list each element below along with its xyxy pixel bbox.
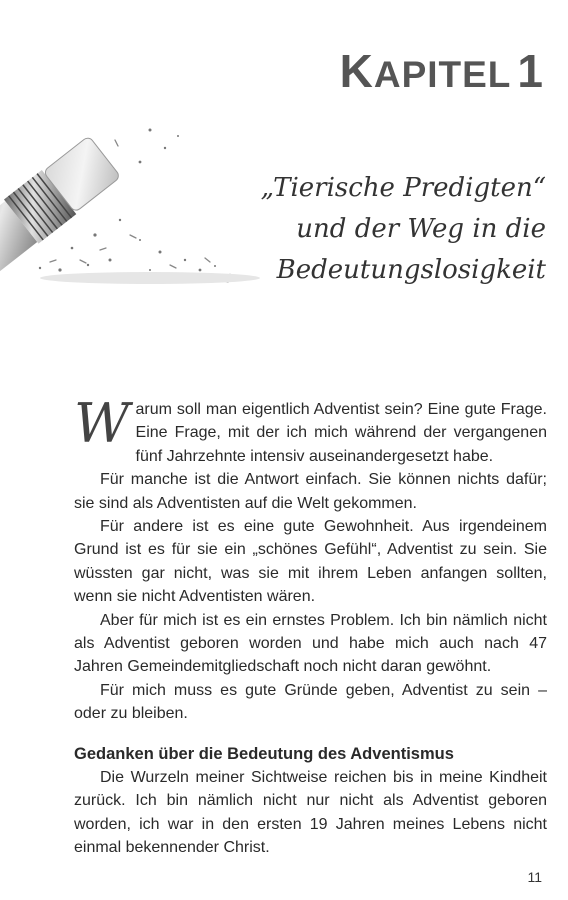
chapter-number: 1 bbox=[517, 45, 544, 97]
paragraph: Aber für mich ist es ein ernstes Problem. Ich bin nämlich nicht als Adventist geboren worden und habe mich auch nach 47 Jahren Gemeindemitgliedschaft noch nicht daran gewöhnt. bbox=[74, 611, 547, 676]
chapter-title-line: Bedeutungslosigkeit bbox=[276, 255, 546, 285]
chapter-first-letter: K bbox=[339, 45, 374, 97]
drop-cap: W bbox=[74, 392, 130, 455]
section-heading: Gedanken über die Bedeutung des Adventismus bbox=[74, 744, 454, 763]
paragraph: Für mich muss es gute Gründe geben, Adventist zu sein – oder zu bleiben. bbox=[74, 681, 547, 723]
chapter-heading bbox=[340, 44, 544, 98]
chapter-title bbox=[216, 168, 546, 291]
page-number: 11 bbox=[527, 869, 542, 885]
paragraph-text: arum soll man eigentlich Adventist sein? Eine gute Frage. Eine Frage, mit der ich mich während der vergangenen fünf Jahrzehnte intensiv auseinandergesetzt habe. bbox=[135, 401, 547, 465]
paragraph: Die Wurzeln meiner Sichtweise reichen bis in meine Kindheit zurück. Ich bin nämlich nicht nur nicht als Adventist geboren worden, ich war in den ersten 19 Jahren meines Lebens nicht einmal bekennender Christ. bbox=[74, 768, 547, 856]
chapter-title-line: „Tierische Predigten“ bbox=[260, 173, 546, 203]
paragraph: Für andere ist es eine gute Gewohnheit. Aus irgendeinem Grund ist es für sie ein „schönes Gefühl“, Adventist zu sein. Sie wüssten gar nicht, was sie mit ihrem Leben anfangen sollten, wenn sie nicht Adventisten wären. bbox=[74, 518, 547, 606]
paragraph: Für manche ist die Antwort einfach. Sie können nichts dafür; sie sind als Adventisten auf die Welt gekommen. bbox=[74, 471, 547, 512]
chapter-title-line: und der Weg in die bbox=[296, 214, 546, 244]
paragraph bbox=[74, 392, 547, 468]
body-text bbox=[74, 392, 547, 859]
chapter-label: APITEL bbox=[373, 54, 512, 95]
